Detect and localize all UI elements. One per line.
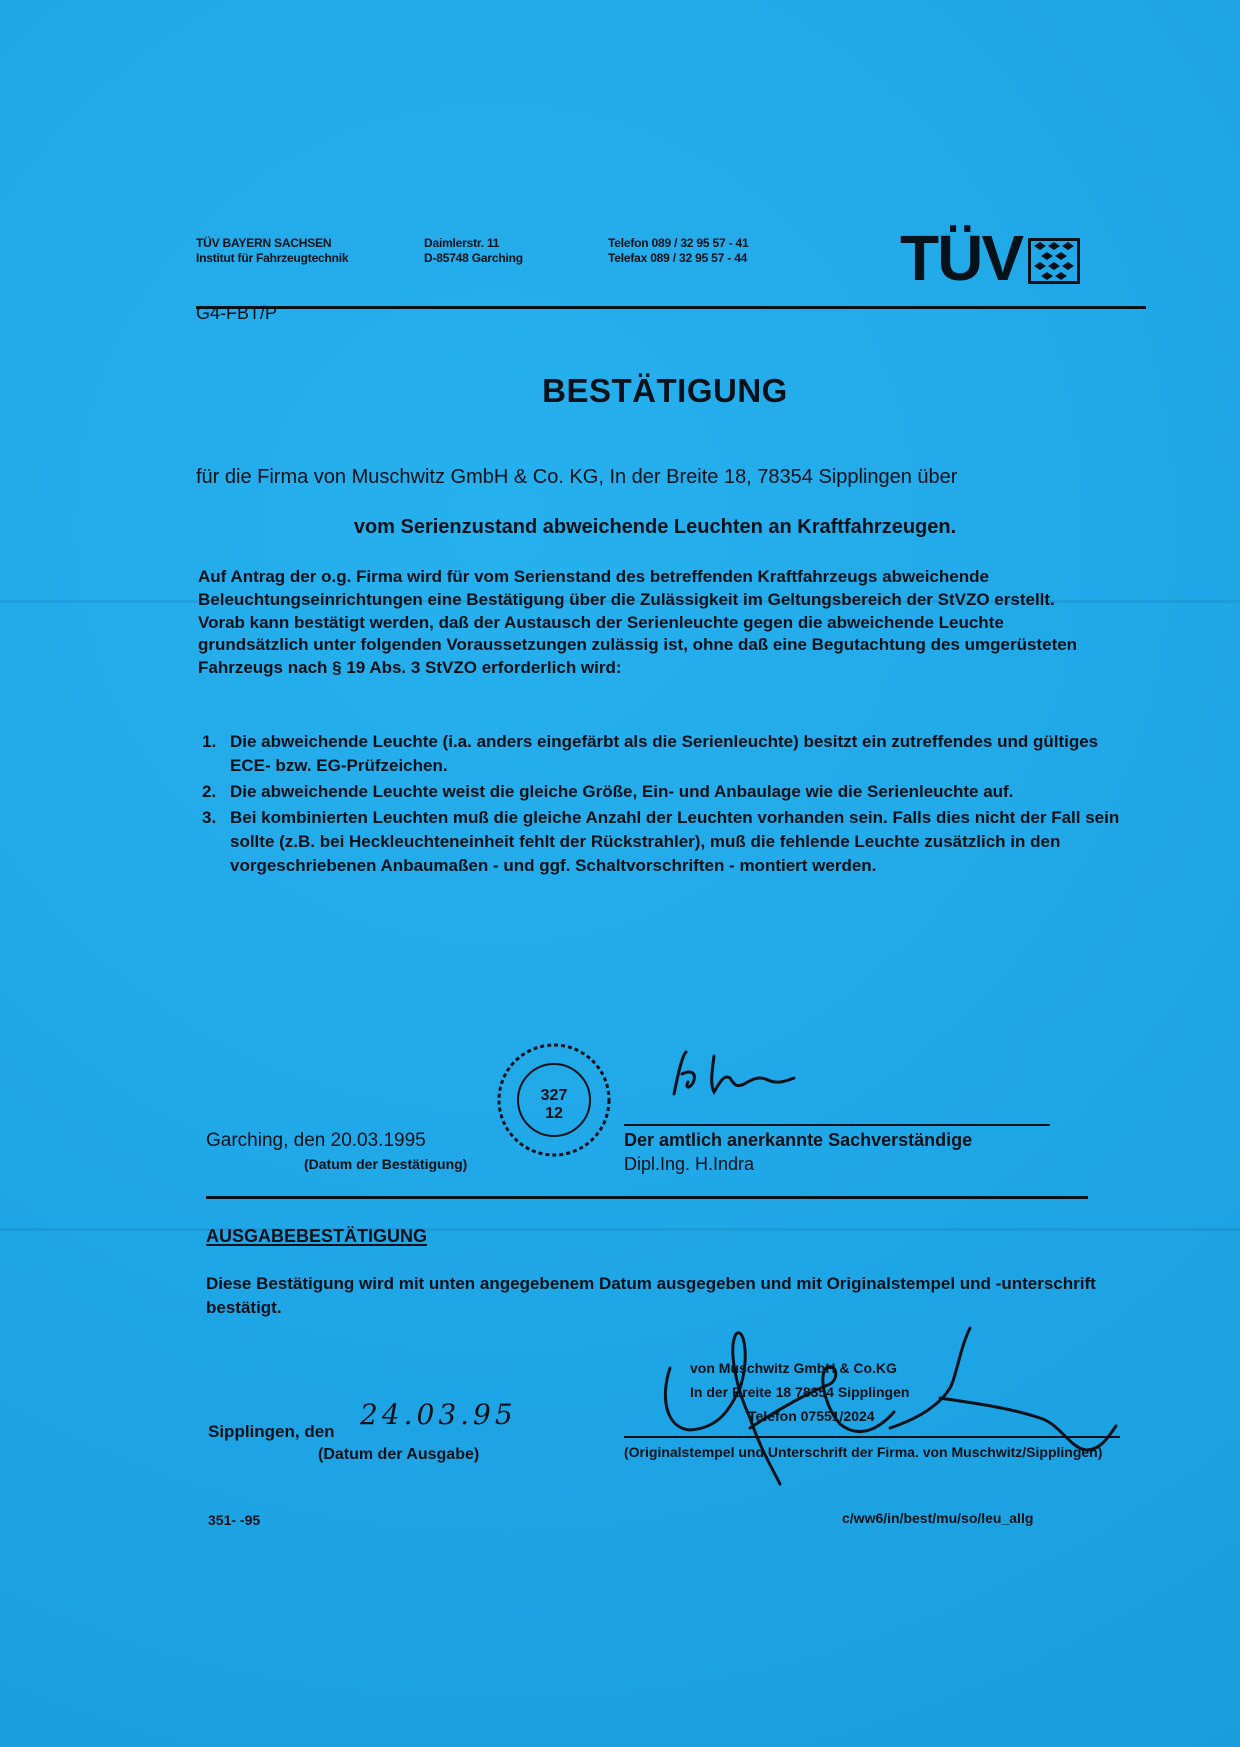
- list-text: Die abweichende Leuchte (i.a. anders eingefärbt als die Serienleuchte) besitzt ein zutreffendes und gültiges ECE- bzw. EG-Prüfzeichen.: [230, 732, 1099, 775]
- footer-number: 351- -95: [208, 1512, 261, 1528]
- list-text: Bei kombinierten Leuchten muß die gleiche Anzahl der Leuchten vorhanden sein. Falls dies nicht der Fall sein sollte (z.B. bei Heckleuchteneinheit fehlt der Rückstrahler), muß die fehlende Leuchte zusätzlich in den vorgeschriebenen Anbaumaßen - und ggf. Schaltvorschriften - montiert werden.: [230, 808, 1120, 875]
- expert-name: Dipl.Ing. H.Indra: [624, 1154, 755, 1174]
- fax-number: Telefax 089 / 32 95 57 - 44: [608, 251, 748, 265]
- issuance-signature-line: [624, 1436, 1120, 1438]
- signature-line: [624, 1124, 1050, 1126]
- section-divider: [206, 1196, 1088, 1199]
- org-block: [196, 236, 348, 266]
- contact-block: [608, 236, 748, 266]
- company-stamp-line: von Muschwitz GmbH & Co.KG: [690, 1360, 897, 1376]
- footer-path: c/ww6/in/best/mu/so/leu_allg: [842, 1510, 1034, 1526]
- issuance-date-handwritten: 24.03.95: [360, 1398, 517, 1431]
- expert-block: [624, 1128, 972, 1176]
- header-divider: [196, 306, 1146, 309]
- document-title: BESTÄTIGUNG: [542, 372, 788, 409]
- address-city: D-85748 Garching: [424, 251, 523, 265]
- list-number: 1.: [202, 732, 217, 751]
- official-stamp: [494, 1040, 614, 1160]
- expert-signature: [664, 1044, 844, 1104]
- list-item: [202, 806, 1132, 878]
- fold-crease: [0, 1228, 1240, 1231]
- issuance-place: Sipplingen, den: [208, 1422, 335, 1441]
- list-number: 2.: [202, 782, 217, 801]
- intro-line: für die Firma von Muschwitz GmbH & Co. KG, In der Breite 18, 78354 Sipplingen über: [196, 466, 958, 488]
- stamp-subnumber: 12: [545, 1105, 563, 1122]
- org-name: TÜV BAYERN SACHSEN: [196, 236, 332, 250]
- bavarian-diamond-icon: [1028, 238, 1080, 284]
- company-stamp-line: Telefon 07551/2024: [748, 1408, 875, 1424]
- list-item: [202, 780, 1132, 804]
- letterhead: [196, 222, 1146, 316]
- stamp-number: 327: [540, 1087, 568, 1104]
- body-paragraph: Auf Antrag der o.g. Firma wird für vom Serienstand des betreffenden Kraftfahrzeugs abweichende Beleuchtungseinrichtungen eine Bestätigung über die Zulässigkeit im Geltungsbereich der StVZO erstellt. Vorab kann bestätigt werden, daß der Austausch der Serienleuchte gegen die abweichende Leuchte grundsätzlich unter folgenden Voraussetzungen zulässig ist, ohne daß eine Begutachtung des umgerüsteten Fahrzeugs nach § 19 Abs. 3 StVZO erforderlich wird:: [198, 567, 1078, 678]
- issuance-date-caption: (Datum der Ausgabe): [318, 1446, 480, 1463]
- confirmation-place-date: Garching, den 20.03.1995: [206, 1130, 426, 1151]
- reference-code: G4-FBT/P: [196, 303, 278, 323]
- conditions-list: [202, 730, 1132, 880]
- org-department: Institut für Fahrzeugtechnik: [196, 251, 349, 265]
- list-text: Die abweichende Leuchte weist die gleiche Größe, Ein- und Anbaulage wie die Serienleuchte auf.: [230, 782, 1014, 801]
- issuance-signature-caption: (Originalstempel und Unterschrift der Firma. von Muschwitz/Sipplingen): [624, 1444, 1103, 1460]
- list-number: 3.: [202, 808, 217, 827]
- company-stamp-line: In der Breite 18 78354 Sipplingen: [690, 1384, 910, 1400]
- logo-text: TÜV: [900, 222, 1022, 294]
- issuance-title: AUSGABEBESTÄTIGUNG: [206, 1226, 428, 1246]
- subject-line: vom Serienzustand abweichende Leuchten an Kraftfahrzeugen.: [353, 516, 957, 538]
- address-street: Daimlerstr. 11: [424, 236, 500, 250]
- list-item: [202, 730, 1132, 778]
- phone-number: Telefon 089 / 32 95 57 - 41: [608, 236, 749, 250]
- confirmation-date-caption: (Datum der Bestätigung): [304, 1156, 468, 1172]
- tuv-logo: [900, 222, 1080, 294]
- issuance-text: Diese Bestätigung wird mit unten angegebenem Datum ausgegeben und mit Originalstempel und -unterschrift bestätigt.: [206, 1274, 1096, 1317]
- expert-title: Der amtlich anerkannte Sachverständige: [624, 1130, 973, 1150]
- address-block: [424, 236, 523, 266]
